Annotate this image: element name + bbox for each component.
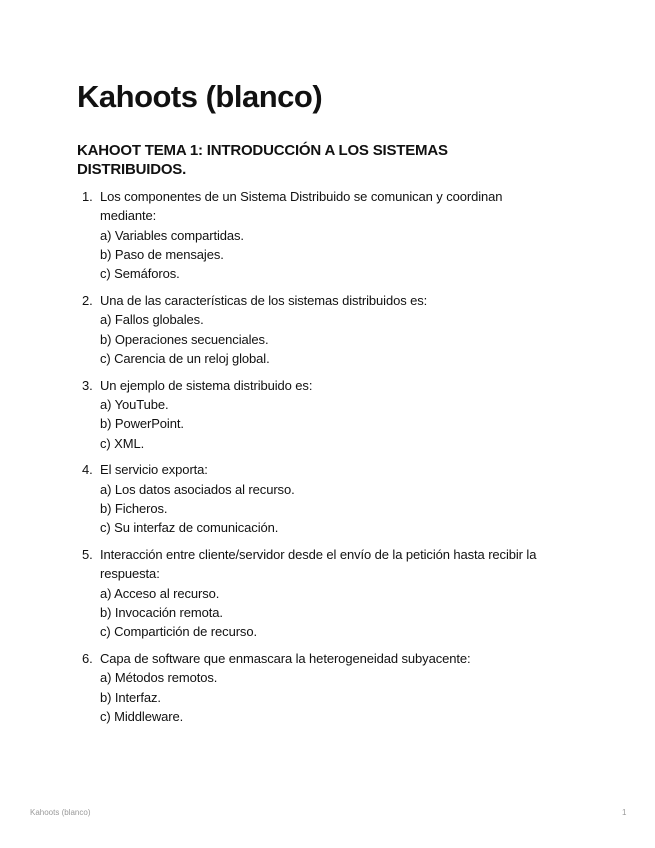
question-number: 1. <box>82 189 93 204</box>
question-text: El servicio exporta: <box>100 462 208 478</box>
footer-page-number: 1 <box>622 808 627 817</box>
question-text: Interacción entre cliente/servidor desde el envío de la petición hasta recibir la <box>100 547 537 563</box>
answer-option: a) YouTube. <box>100 396 169 412</box>
answer-option: a) Métodos remotos. <box>100 670 218 686</box>
question-item <box>82 187 590 283</box>
answer-option: b) Ficheros. <box>100 500 168 516</box>
question-text: respuesta: <box>100 566 160 582</box>
question-text: Capa de software que enmascara la heterogeneidad subyacente: <box>100 651 471 667</box>
question-number: 2. <box>82 292 93 308</box>
question-number: 3. <box>82 377 93 393</box>
question-list <box>82 187 590 734</box>
question-item <box>82 291 590 368</box>
page-title: Kahoots (blanco) <box>77 79 323 114</box>
question-text: Un ejemplo de sistema distribuido es: <box>100 377 313 393</box>
answer-option: b) Operaciones secuenciales. <box>100 331 269 347</box>
question-item <box>82 545 590 641</box>
question-number: 4. <box>82 462 93 478</box>
answer-option: c) Carencia de un reloj global. <box>100 350 270 366</box>
answer-option: b) PowerPoint. <box>100 416 184 432</box>
answer-option: a) Fallos globales. <box>100 312 204 328</box>
answer-option: c) Su interfaz de comunicación. <box>100 520 279 536</box>
footer-document-title: Kahoots (blanco) <box>30 808 91 817</box>
question-number: 5. <box>82 547 93 563</box>
answer-option: a) Los datos asociados al recurso. <box>100 481 295 497</box>
answer-option: c) Semáforos. <box>100 266 180 282</box>
answer-option: b) Paso de mensajes. <box>100 246 224 262</box>
answer-option: b) Invocación remota. <box>100 604 223 620</box>
answer-option: b) Interfaz. <box>100 689 161 705</box>
question-item <box>82 460 590 537</box>
section-heading: KAHOOT TEMA 1: INTRODUCCIÓN A LOS SISTEMAS DISTRIBUIDOS. <box>77 142 448 178</box>
question-text: Una de las características de los sistemas distribuidos es: <box>100 292 428 308</box>
answer-option: c) Compartición de recurso. <box>100 624 257 640</box>
answer-option: c) XML. <box>100 435 145 451</box>
question-item <box>82 649 590 726</box>
question-text: Los componentes de un Sistema Distribuido se comunican y coordinan <box>100 189 503 204</box>
question-number: 6. <box>82 651 93 667</box>
question-text: mediante: <box>100 208 157 224</box>
answer-option: a) Acceso al recurso. <box>100 585 220 601</box>
answer-option: c) Middleware. <box>100 708 184 724</box>
answer-option: a) Variables compartidas. <box>100 227 244 243</box>
question-item <box>82 376 590 453</box>
